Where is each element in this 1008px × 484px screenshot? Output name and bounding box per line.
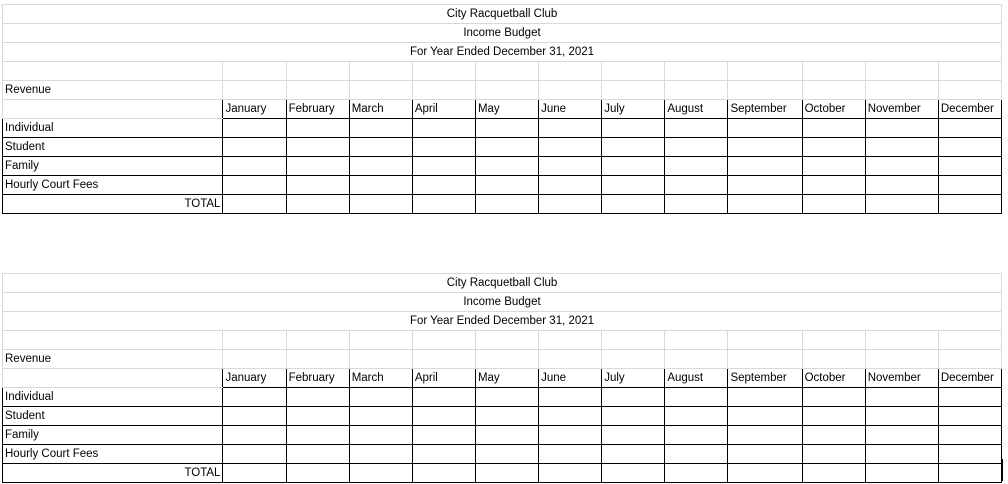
month-header: September [728, 369, 802, 388]
month-header: October [802, 100, 865, 119]
month-header: May [475, 369, 538, 388]
month-header: July [602, 100, 665, 119]
budget-period: For Year Ended December 31, 2021 [3, 312, 1002, 331]
month-header: June [539, 369, 602, 388]
month-header: October [802, 369, 865, 388]
revenue-label: Revenue [3, 350, 223, 369]
total-label: TOTAL [3, 464, 223, 483]
month-header: June [539, 100, 602, 119]
budget-subtitle: Income Budget [3, 293, 1002, 312]
month-header-row [3, 369, 1002, 388]
budget-row [3, 157, 1002, 176]
month-header: July [602, 369, 665, 388]
month-header: November [865, 369, 938, 388]
budget-row [3, 445, 1002, 464]
section-row [3, 81, 1002, 100]
section-row [3, 350, 1002, 369]
month-header: November [865, 100, 938, 119]
month-header: February [286, 100, 349, 119]
total-row [3, 464, 1002, 483]
month-header: August [665, 100, 728, 119]
row-label: Student [3, 407, 223, 426]
club-title: City Racquetball Club [3, 5, 1002, 24]
budget-row [3, 176, 1002, 195]
budget-period: For Year Ended December 31, 2021 [3, 43, 1002, 62]
month-header: August [665, 369, 728, 388]
row-label: Student [3, 138, 223, 157]
month-header: January [223, 100, 286, 119]
budget-table [2, 4, 1002, 214]
month-header: December [938, 369, 1001, 388]
month-header: April [412, 100, 475, 119]
month-header: March [349, 369, 412, 388]
month-header: April [412, 369, 475, 388]
budget-row [3, 426, 1002, 445]
budget-subtitle: Income Budget [3, 24, 1002, 43]
blank-row [3, 62, 1002, 81]
selection-edge [1001, 459, 1003, 481]
month-header-row [3, 100, 1002, 119]
budget-row [3, 407, 1002, 426]
income-budget-sheet-2 [2, 273, 1002, 483]
row-label: Hourly Court Fees [3, 445, 223, 464]
club-title: City Racquetball Club [3, 274, 1002, 293]
month-header: December [938, 100, 1001, 119]
budget-row [3, 138, 1002, 157]
row-label: Individual [3, 119, 223, 138]
budget-table [2, 273, 1002, 483]
total-label: TOTAL [3, 195, 223, 214]
row-label: Family [3, 426, 223, 445]
blank-row [3, 331, 1002, 350]
month-header: January [223, 369, 286, 388]
month-header: May [475, 100, 538, 119]
total-row [3, 195, 1002, 214]
budget-row [3, 119, 1002, 138]
month-header: September [728, 100, 802, 119]
row-label: Hourly Court Fees [3, 176, 223, 195]
row-label: Individual [3, 388, 223, 407]
month-header: March [349, 100, 412, 119]
month-header: February [286, 369, 349, 388]
budget-row [3, 388, 1002, 407]
row-label: Family [3, 157, 223, 176]
revenue-label: Revenue [3, 81, 223, 100]
income-budget-sheet-1 [2, 4, 1002, 214]
